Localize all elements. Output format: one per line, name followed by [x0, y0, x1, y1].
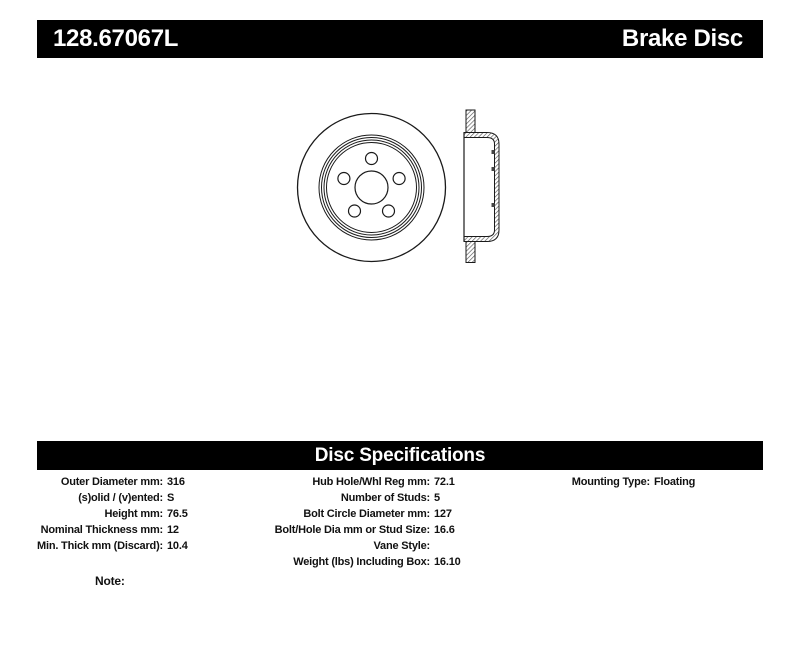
- spec-row-nominal-thickness: [25, 522, 188, 538]
- page-title: Brake Disc: [621, 25, 743, 52]
- spec-column-hub: [240, 474, 461, 570]
- spec-row-mounting-type: [530, 474, 695, 490]
- spec-value: 10.4: [167, 540, 188, 552]
- spec-label: Mounting Type:: [571, 476, 650, 488]
- spec-label: Bolt/Hole Dia mm or Stud Size:: [274, 524, 430, 536]
- spec-value: 5: [434, 492, 440, 504]
- spec-row-bolt-hole-dia: [240, 522, 461, 538]
- spec-column-mounting: [530, 474, 695, 490]
- disc-front-view-icon: [298, 114, 446, 262]
- part-number: 128.67067L: [53, 25, 179, 52]
- spec-label: Weight (lbs) Including Box:: [293, 556, 430, 568]
- spec-section-title: Disc Specifications: [314, 444, 486, 466]
- spec-value: 72.1: [434, 476, 455, 488]
- spec-row-height: [25, 506, 188, 522]
- spec-row-hub-hole: [240, 474, 461, 490]
- spec-section-header: [37, 441, 763, 470]
- header-bar: [37, 20, 763, 58]
- disc-cross-section-icon: [464, 110, 499, 263]
- spec-value: 127: [434, 508, 452, 520]
- spec-label: Vane Style:: [373, 540, 430, 552]
- spec-row-min-thickness: [25, 538, 188, 554]
- spec-row-outer-diameter: [25, 474, 188, 490]
- note-label: Note:: [95, 574, 125, 588]
- spec-label: Hub Hole/Whl Reg mm:: [312, 476, 430, 488]
- spec-value: 16.6: [434, 524, 455, 536]
- spec-row-vane-style: [240, 538, 461, 554]
- spec-row-solid-vented: [25, 490, 188, 506]
- spec-label: (s)olid / (v)ented:: [78, 492, 163, 504]
- spec-row-number-of-studs: [240, 490, 461, 506]
- spec-value: 12: [167, 524, 179, 536]
- spec-column-dimensions: [25, 474, 188, 554]
- spec-label: Outer Diameter mm:: [60, 476, 163, 488]
- spec-value: S: [167, 492, 175, 504]
- spec-row-bolt-circle: [240, 506, 461, 522]
- spec-label: Bolt Circle Diameter mm:: [303, 508, 430, 520]
- spec-label: Min. Thick mm (Discard):: [37, 540, 163, 552]
- spec-label: Number of Studs:: [340, 492, 430, 504]
- brake-disc-drawing: [275, 95, 525, 275]
- spec-value: Floating: [654, 476, 696, 488]
- spec-label: Nominal Thickness mm:: [40, 524, 163, 536]
- spec-value: 76.5: [167, 508, 188, 520]
- spec-row-weight: [240, 554, 461, 570]
- spec-value: 316: [167, 476, 185, 488]
- spec-value: 16.10: [434, 556, 461, 568]
- spec-label: Height mm:: [104, 508, 163, 520]
